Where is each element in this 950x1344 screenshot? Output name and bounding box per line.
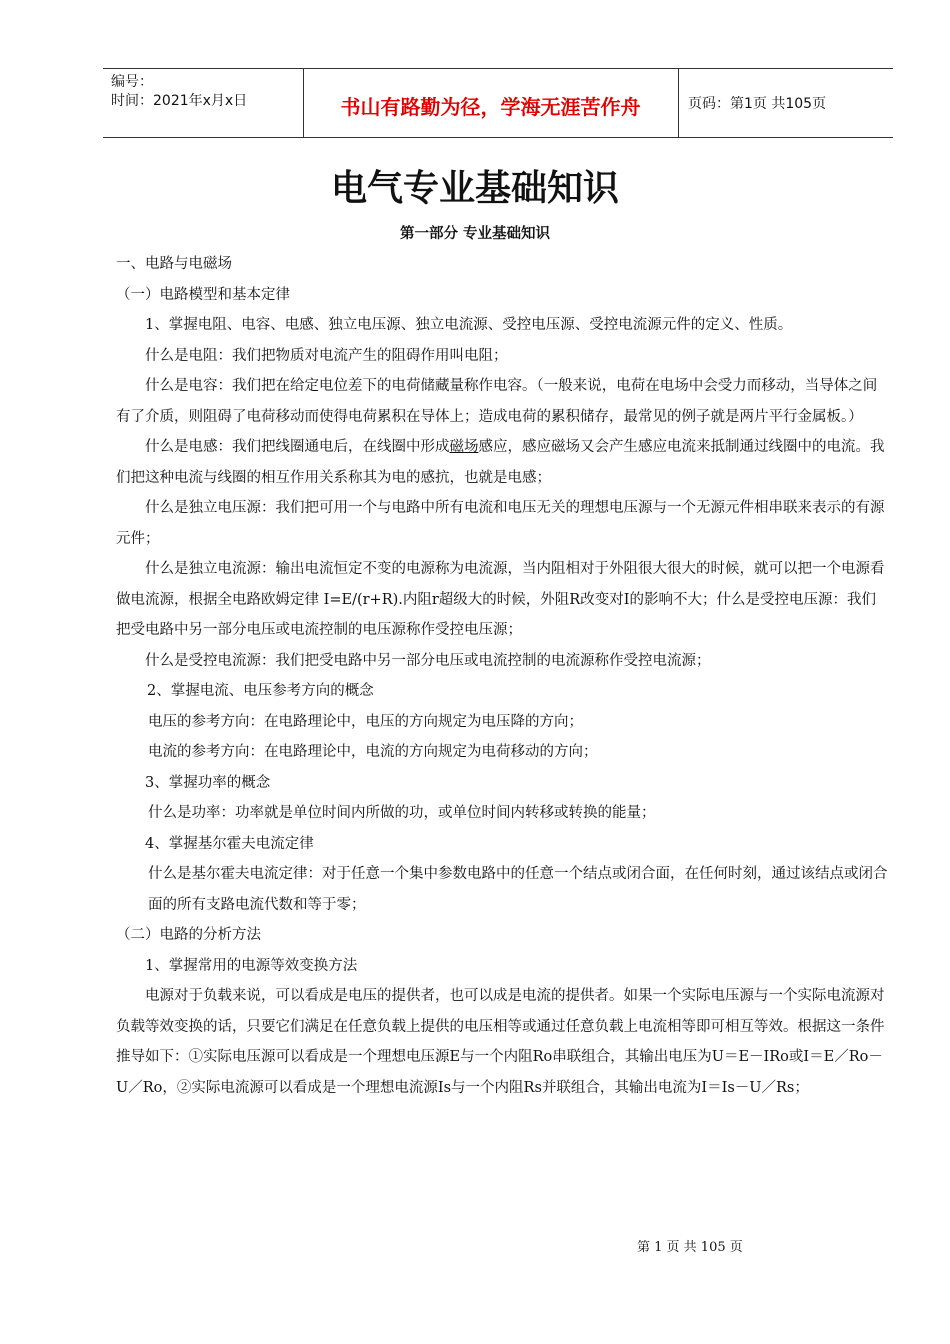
paragraph: 电压的参考方向：在电路理论中，电压的方向规定为电压降的方向； bbox=[148, 713, 583, 730]
page-header bbox=[103, 68, 893, 138]
list-heading: 2、掌握电流、电压参考方向的概念 bbox=[147, 683, 374, 699]
paragraph: 什么是电阻：我们把物质对电流产生的阻碍作用叫电阻； bbox=[145, 347, 508, 364]
paragraph: 什么是功率：功率就是单位时间内所做的功，或单位时间内转移或转换的能量； bbox=[148, 805, 656, 821]
document-body bbox=[116, 249, 888, 1103]
paragraph: 什么是受控电流源：我们把受电路中另一部分电压或电流控制的电流源称作受控电流源； bbox=[145, 652, 711, 669]
list-heading: 4、掌握基尔霍夫电流定律 bbox=[145, 835, 314, 852]
paragraph: 电源对于负载来说，可以看成是电压的提供者，也可以成是电流的提供者。如果一个实际电压源与一个实际电流源对负载等效变换的话，只要它们满足在任意负载上提供的电压相等或通过任意负载上电流相等即可相互等效。根据这一条件推导如下：①实际电压源可以看成是一个理想电压源E与一个内阻Ro串联组合，其输出电压为U＝E－IRo或I＝E／Ro－U／Ro，②实际电流源可以看成是一个理想电流源Is与一个内阻Rs并联组合，其输出电流为I＝Is－U／Rs； bbox=[116, 988, 885, 1096]
header-page-number: 页码：第1页 共105页 bbox=[688, 96, 827, 112]
header-motto: 书山有路勤为径，学海无涯苦作舟 bbox=[340, 95, 641, 119]
paragraph-text: 感应，感应磁场又会产生感应电流来抵制通过线圈中的电流。我们把这种电流与线圈的相互作用关系称其为电的感抗，也就是电感； bbox=[116, 439, 885, 486]
paragraph-text: 什么是电感：我们把线圈通电后，在线圈中形成 bbox=[145, 439, 450, 455]
document-title: 电气专业基础知识 bbox=[330, 168, 619, 209]
subsection-heading: （一）电路模型和基本定律 bbox=[116, 286, 290, 303]
header-number: 编号： bbox=[111, 74, 153, 90]
paragraph: 什么是独立电压源：我们把可用一个与电路中所有电流和电压无关的理想电压源与一个无源元件相串联来表示的有源元件； bbox=[116, 500, 885, 547]
list-heading: 1、掌握常用的电源等效变换方法 bbox=[145, 957, 358, 974]
paragraph bbox=[116, 432, 888, 493]
header-divider bbox=[678, 69, 679, 137]
paragraph: 什么是电容：我们把在给定电位差下的电荷储藏量称作电容。（一般来说，电荷在电场中会受力而移动，当导体之间有了介质，则阻碍了电荷移动而使得电荷累积在导体上；造成电荷的累积储存，最常见的例子就是两片平行金属板。） bbox=[116, 378, 878, 425]
paragraph: 什么是独立电流源：输出电流恒定不变的电源称为电流源，当内阻相对于外阻很大很大的时候，就可以把一个电源看做电流源，根据全电路欧姆定律 I=E/(r+R).内阻r超级大的时候，外阻R改变对I的影响不大；什么是受控电压源：我们把受电路中另一部分电压或电流控制的电压源称作受控电压源； bbox=[116, 561, 885, 638]
section-heading: 一、电路与电磁场 bbox=[116, 256, 232, 272]
header-time: 时间：2021年x月x日 bbox=[111, 93, 248, 109]
paragraph: 什么是基尔霍夫电流定律：对于任意一个集中参数电路中的任意一个结点或闭合面，在任何时刻，通过该结点或闭合面的所有支路电流代数和等于零； bbox=[148, 866, 888, 913]
subsection-heading: （二）电路的分析方法 bbox=[116, 927, 261, 943]
document-subtitle: 第一部分 专业基础知识 bbox=[399, 226, 551, 242]
header-meta bbox=[111, 73, 247, 111]
paragraph: 1、掌握电阻、电容、电感、独立电压源、独立电流源、受控电压源、受控电流源元件的定义、性质。 bbox=[145, 317, 793, 333]
magnetic-field-link[interactable]: 磁场 bbox=[449, 439, 479, 455]
page-footer: 第 1 页 共 105 页 bbox=[637, 1240, 743, 1255]
paragraph: 电流的参考方向：在电路理论中，电流的方向规定为电荷移动的方向； bbox=[148, 744, 598, 760]
list-heading: 3、掌握功率的概念 bbox=[145, 774, 271, 791]
